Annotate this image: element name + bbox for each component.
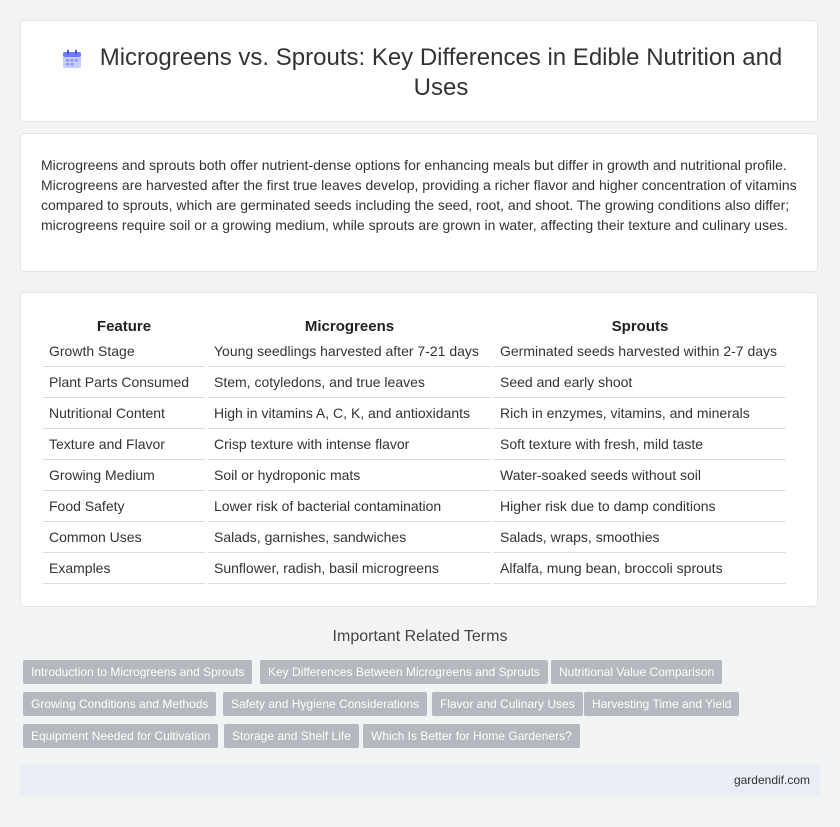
table-cell: Plant Parts Consumed (43, 367, 205, 398)
table-cell: Soil or hydroponic mats (208, 460, 491, 491)
intro-card (20, 133, 818, 272)
table-header-row (43, 316, 786, 336)
table-row (43, 398, 786, 429)
table-cell: Lower risk of bacterial contamination (208, 491, 491, 522)
footer-site[interactable]: gardendif.com (733, 773, 810, 787)
table-cell: Examples (43, 553, 205, 584)
table-cell: Food Safety (43, 491, 205, 522)
table-cell: Salads, wraps, smoothies (494, 522, 786, 553)
table-cell: Common Uses (43, 522, 205, 553)
related-term-tag[interactable]: Nutritional Value Comparison (551, 660, 722, 684)
table-cell: Growth Stage (43, 336, 205, 367)
related-term-tag[interactable]: Key Differences Between Microgreens and Sprouts (260, 660, 548, 684)
comparison-card (20, 292, 818, 607)
table-cell: Alfalfa, mung bean, broccoli sprouts (494, 553, 786, 584)
table-row (43, 429, 786, 460)
table-cell: Nutritional Content (43, 398, 205, 429)
table-header-sprouts: Sprouts (611, 318, 669, 335)
table-cell: Stem, cotyledons, and true leaves (208, 367, 491, 398)
related-term-tag[interactable]: Which Is Better for Home Gardeners? (363, 724, 580, 748)
related-term-tag[interactable]: Storage and Shelf Life (224, 724, 359, 748)
table-cell: Growing Medium (43, 460, 205, 491)
page-title: Microgreens vs. Sprouts: Key Differences in Edible Nutrition and Uses (99, 44, 783, 101)
table-cell: Texture and Flavor (43, 429, 205, 460)
table-row (43, 491, 786, 522)
header-card (20, 20, 818, 122)
table-cell: Water-soaked seeds without soil (494, 460, 786, 491)
table-cell: Higher risk due to damp conditions (494, 491, 786, 522)
table-cell: Sunflower, radish, basil microgreens (208, 553, 491, 584)
related-term-tag[interactable]: Introduction to Microgreens and Sprouts (23, 660, 252, 684)
table-header-feature: Feature (96, 318, 152, 335)
comparison-table (43, 316, 786, 584)
table-row (43, 553, 786, 584)
calendar-icon (61, 48, 83, 70)
table-cell: Crisp texture with intense flavor (208, 429, 491, 460)
table-cell: Rich in enzymes, vitamins, and minerals (494, 398, 786, 429)
intro-text: Microgreens and sprouts both offer nutrient-dense options for enhancing meals but differ in growth and nutritional profile. Microgreens are harvested after the first true leaves develop, providing a richer flavor and higher concentration of vitamins compared to sprouts, which are germinated seeds including the seed, root, and shoot. The growing conditions also differ; microgreens require soil or a growing medium, while sprouts are grown in water, affecting their texture and culinary uses. (41, 157, 797, 233)
table-row (43, 367, 786, 398)
related-term-tag[interactable]: Safety and Hygiene Considerations (223, 692, 427, 716)
footer (20, 764, 820, 797)
table-cell: High in vitamins A, C, K, and antioxidants (208, 398, 491, 429)
table-row (43, 522, 786, 553)
table-cell: Germinated seeds harvested within 2-7 days (494, 336, 786, 367)
related-term-tag[interactable]: Flavor and Culinary Uses (432, 692, 583, 716)
table-cell: Soft texture with fresh, mild taste (494, 429, 786, 460)
related-terms-title: Important Related Terms (332, 628, 508, 645)
related-term-tag[interactable]: Growing Conditions and Methods (23, 692, 216, 716)
table-cell: Salads, garnishes, sandwiches (208, 522, 491, 553)
related-term-tag[interactable]: Equipment Needed for Cultivation (23, 724, 218, 748)
table-row (43, 336, 786, 367)
related-term-tag[interactable]: Harvesting Time and Yield (584, 692, 739, 716)
table-row (43, 460, 786, 491)
table-cell: Seed and early shoot (494, 367, 786, 398)
table-header-microgreens: Microgreens (304, 318, 395, 335)
table-cell: Young seedlings harvested after 7-21 days (208, 336, 491, 367)
